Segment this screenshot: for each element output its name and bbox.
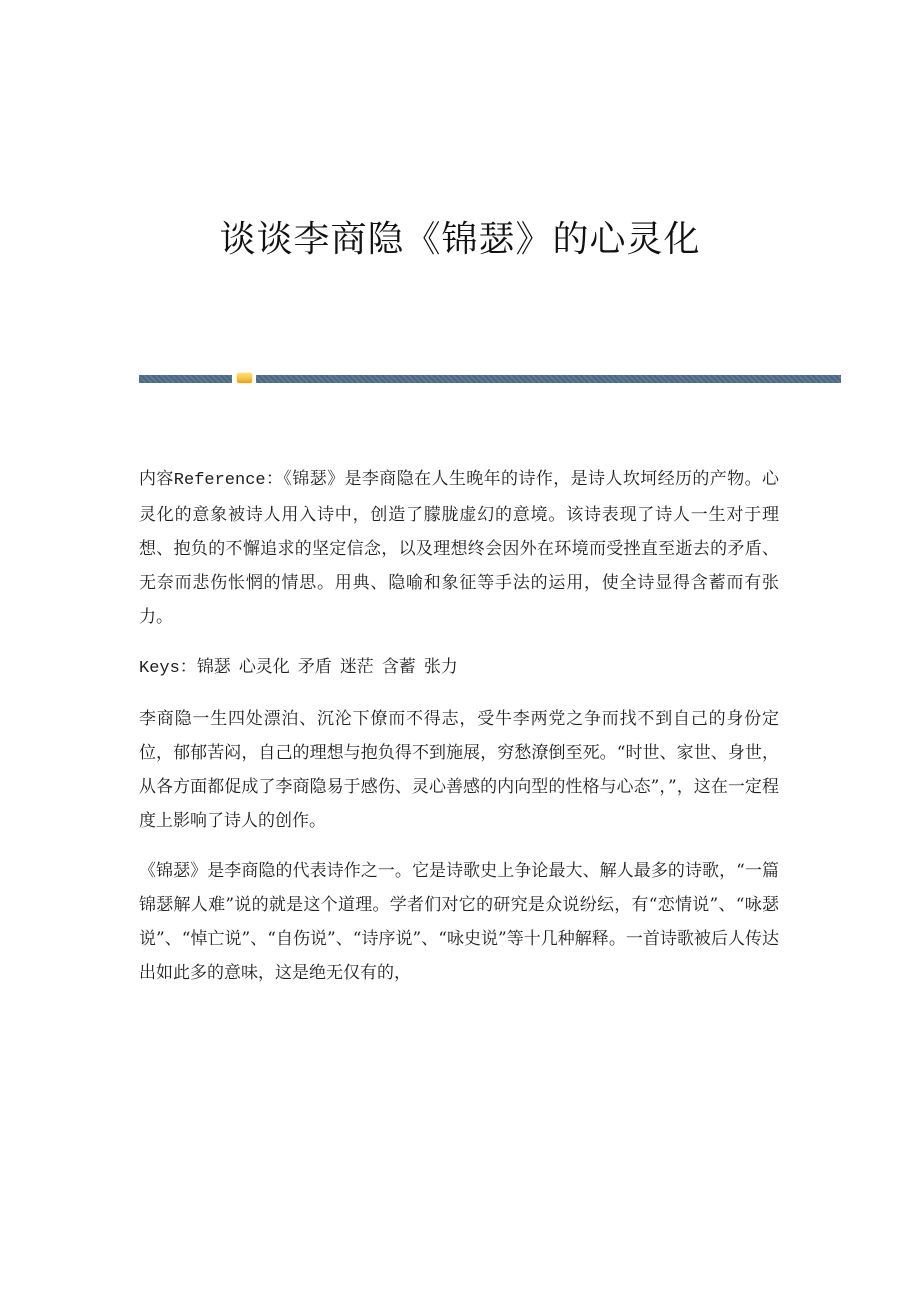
page-title: 谈谈李商隐《锦瑟》的心灵化 — [219, 219, 701, 260]
title-divider — [139, 375, 841, 384]
body-paragraph: 《锦瑟》是李商隐的代表诗作之一。它是诗歌史上争论最大、解人最多的诗歌，“一篇锦瑟解人难”说的就是这个道理。学者们对它的研究是众说纷纭，有“恋情说”、“咏瑟说”、“悼亡说”、“自伤说”、“诗序说”、“咏史说”等十几种解释。一首诗歌被后人传达出如此多的意味，这是绝无仅有的， — [139, 861, 779, 983]
keyword: 张力 — [423, 657, 458, 677]
keywords-line — [139, 650, 779, 686]
body-paragraph: 李商隐一生四处漂泊、沉沦下僚而不得志，受牛李两党之争而找不到自己的身份定位，郁郁苦闷，自己的理想与抱负得不到施展，穷愁潦倒至死。“时世、家世、身世，从各方面都促成了李商隐易于感伤、灵心善感的内向型的性格与心态”，”，这在一定程度上影响了诗人的创作。 — [139, 709, 779, 831]
keywords-label: Keys： — [139, 659, 197, 678]
abstract-text: 《锦瑟》是李商隐在人生晚年的诗作，是诗人坎坷经历的产物。心灵化的意象被诗人用入诗中，创造了朦胧虚幻的意境。该诗表现了诗人一生对于理想、抱负的不懈追求的坚定信念，以及理想终会因外在环境而受挫直至逝去的矛盾、无奈而悲伤怅惘的情思。用典、隐喻和象征等手法的运用，使全诗显得含蓄而有张力。 — [139, 469, 779, 627]
keyword: 迷茫 — [339, 657, 374, 677]
document-body — [139, 462, 779, 1006]
keyword: 心灵化 — [238, 657, 290, 677]
abstract-label: 内容Reference： — [139, 471, 284, 490]
keyword: 锦瑟 — [196, 657, 231, 677]
keyword: 含蓄 — [381, 657, 416, 677]
divider-bar-left — [139, 375, 232, 383]
keyword: 矛盾 — [297, 657, 332, 677]
divider-bar-right — [256, 375, 841, 383]
gold-gem-icon — [237, 373, 252, 383]
abstract-paragraph — [139, 462, 779, 634]
